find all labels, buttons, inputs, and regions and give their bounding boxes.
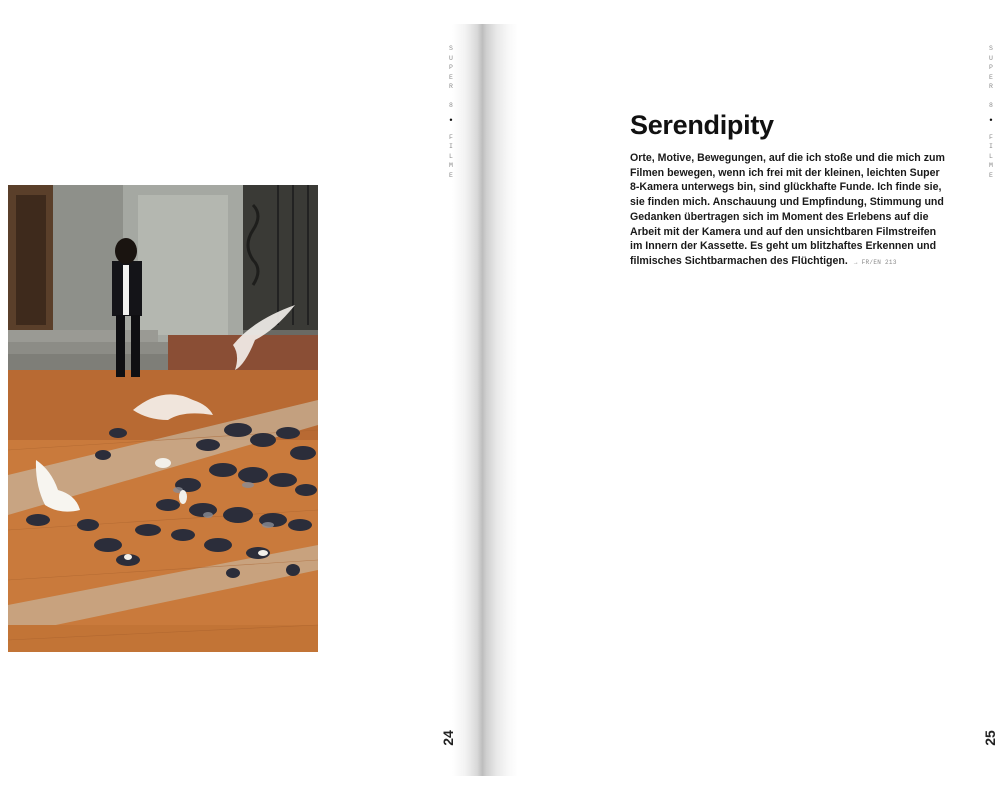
running-head-char: F [449,133,453,141]
running-head-char: L [989,152,993,160]
running-head-char: E [989,171,993,179]
book-gutter [452,24,518,776]
running-head-char: L [449,152,453,160]
running-head-char [446,92,456,102]
body-paragraph [630,151,945,271]
running-head-char: M [989,162,993,169]
page-number-right: 25 [981,730,998,746]
running-head-dot: • [448,115,454,126]
running-head-char [986,92,996,102]
running-head-char: M [449,162,453,169]
running-head-right [986,44,996,180]
running-head-char: F [989,133,993,141]
running-head-char: 8 [989,102,993,109]
photograph [8,185,318,652]
running-head-char: 8 [449,102,453,109]
running-head-dot: • [988,115,994,126]
body-text: Orte, Motive, Bewegungen, auf die ich stoße und die mich zum Filmen bewegen, wenn ich frei mit der kleinen, leichten Super 8-Kamera unterwegs bin, sind glückhafte Funde. Ich finde sie, sie finden mich. Anschauung und Empfindung, Stimmung und Gedanken übertragen sich im Moment des Erlebens auf die Arbeit mit der Kamera und auf den unsichtbaren Filmstreifen im Innern der Kassette. Es geht um blitzhaftes Erkennen und filmisches Sichtbarmachen des Flüchtigen. [630,152,945,267]
running-head-char: S [449,45,453,52]
page-title: Serendipity [630,110,774,140]
cross-reference: → FR/EN 213 [853,258,897,266]
running-head-char: R [449,83,453,90]
running-head-char: P [989,64,993,71]
running-head-char: E [449,171,453,179]
page-number-left: 24 [439,730,456,746]
running-head-char: P [449,64,453,71]
running-head-char: R [989,83,993,90]
running-head-char: E [449,73,453,81]
running-head-char: S [989,45,993,52]
running-head-char: U [449,54,453,62]
running-head-char: I [989,143,993,150]
running-head-char: U [989,54,993,62]
running-head-left [446,44,456,180]
running-head-char: E [989,73,993,81]
running-head-char: I [449,143,453,150]
